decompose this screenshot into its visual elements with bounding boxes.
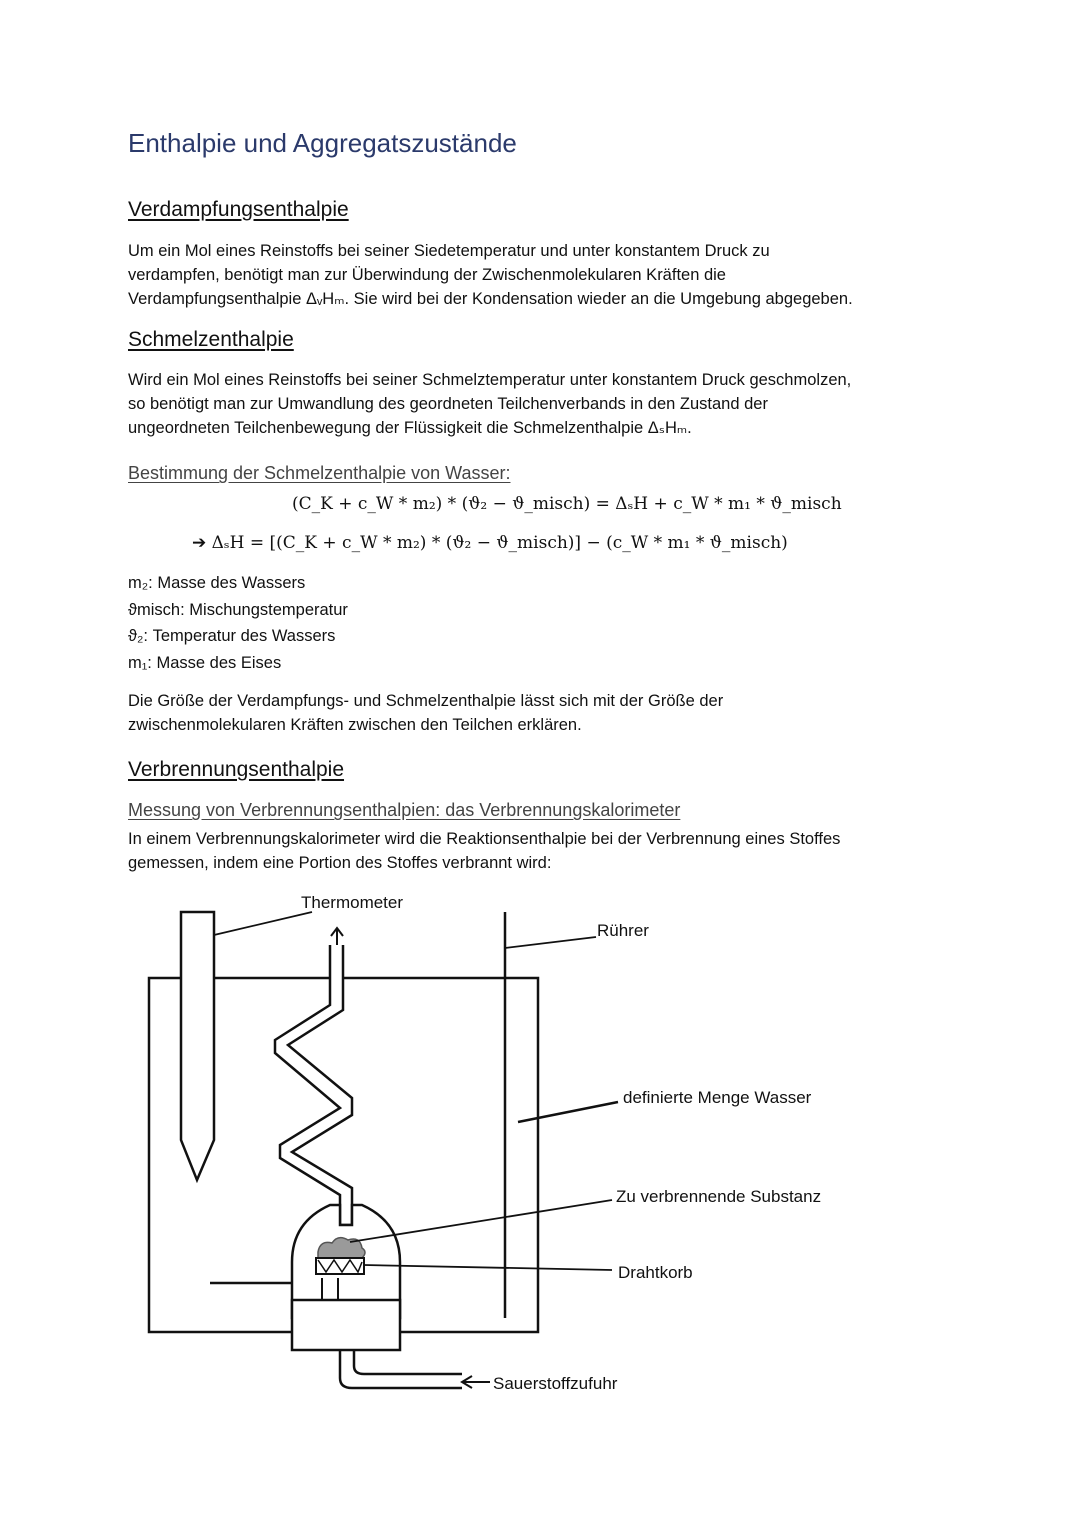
leader-drahtkorb — [364, 1265, 612, 1270]
text-line: In einem Verbrennungskalorimeter wird die Reaktionsenthalpie bei der Verbrennung eines Stoffes — [128, 830, 841, 848]
formula-energy-balance: (C_K + c_W * m₂) * (ϑ₂ − ϑ_misch) = ΔₛH + c_W * m₁ * ϑ_misch — [292, 494, 842, 514]
thermometer-icon — [181, 912, 214, 1180]
water-marker — [518, 1102, 618, 1122]
variable-item: m₁: Masse des Eises — [128, 653, 282, 672]
heading-verdampfungsenthalpie: Verdampfungsenthalpie — [128, 198, 349, 221]
text-line: Die Größe der Verdampfungs- und Schmelzenthalpie lässt sich mit der Größe der — [128, 692, 724, 710]
page-title: Enthalpie und Aggregatszustände — [128, 128, 517, 158]
text-line: ungeordneten Teilchenbewegung der Flüssigkeit die Schmelzenthalpie ΔₛHₘ. — [128, 419, 692, 437]
leader-substance — [350, 1200, 612, 1242]
oxygen-tube-inner — [354, 1350, 462, 1374]
paragraph-verdampfung — [128, 239, 948, 311]
text-line: so benötigt man zur Umwandlung des geordneten Teilchenverbands in den Zustand der — [128, 395, 768, 413]
label-water: definierte Menge Wasser — [623, 1088, 812, 1107]
paragraph-kalorimeter — [128, 827, 948, 875]
wire-basket — [316, 1258, 364, 1274]
sample-substance — [318, 1238, 365, 1258]
oxygen-tube — [340, 1350, 462, 1388]
paragraph-explanation — [128, 689, 948, 737]
text-line: Um ein Mol eines Reinstoffs bei seiner Siedetemperatur und unter konstantem Druck zu — [128, 242, 770, 260]
wire-basket-mesh — [318, 1260, 362, 1272]
paragraph-schmelz — [128, 368, 948, 440]
text-line: gemessen, indem eine Portion des Stoffes verbrannt wird: — [128, 854, 552, 872]
label-oxygen: Sauerstoffzufuhr — [493, 1374, 618, 1393]
base-block — [292, 1300, 400, 1350]
variable-item: ϑmisch: Mischungstemperatur — [128, 600, 348, 619]
calorimeter-vessel — [149, 978, 538, 1332]
arrow-left-icon — [462, 1376, 472, 1388]
subheading-kalorimeter: Messung von Verbrennungsenthalpien: das Verbrennungskalorimeter — [128, 800, 681, 820]
arrow-up-icon — [331, 928, 343, 936]
combustion-chamber — [292, 1205, 400, 1318]
variable-item: m₂: Masse des Wassers — [128, 574, 306, 592]
formula-melting-enthalpy: ➔ ΔₛH = [(C_K + c_W * m₂) * (ϑ₂ − ϑ_misch)] − (c_W * m₁ * ϑ_misch) — [192, 533, 788, 553]
heading-verbrennungsenthalpie: Verbrennungsenthalpie — [128, 758, 345, 781]
text-line: Wird ein Mol eines Reinstoffs bei seiner Schmelztemperatur unter konstantem Druck geschmolzen, — [128, 371, 852, 389]
sample-stand — [322, 1278, 338, 1300]
leader-stirrer — [505, 937, 596, 948]
text-line: verdampfen, benötigt man zur Überwindung der Zwischenmolekularen Kräften die — [128, 266, 726, 284]
text-line: zwischenmolekularen Kräften zwischen den Teilchen erklären. — [128, 716, 582, 734]
subheading-bestimmung: Bestimmung der Schmelzenthalpie von Wasser: — [128, 463, 511, 483]
label-wire-basket: Drahtkorb — [618, 1263, 693, 1282]
label-stirrer: Rührer — [597, 921, 649, 940]
outlet-tube — [275, 945, 352, 1225]
text-line: Verdampfungsenthalpie ΔᵥHₘ. Sie wird bei der Kondensation wieder an die Umgebung abgegeben. — [128, 290, 853, 308]
variable-item: ϑ₂: Temperatur des Wassers — [128, 627, 336, 645]
leader-thermometer — [214, 912, 312, 935]
heading-schmelzenthalpie: Schmelzenthalpie — [128, 328, 294, 351]
label-substance: Zu verbrennende Substanz — [616, 1187, 822, 1206]
label-thermometer: Thermometer — [301, 893, 404, 912]
variable-list — [128, 570, 348, 676]
